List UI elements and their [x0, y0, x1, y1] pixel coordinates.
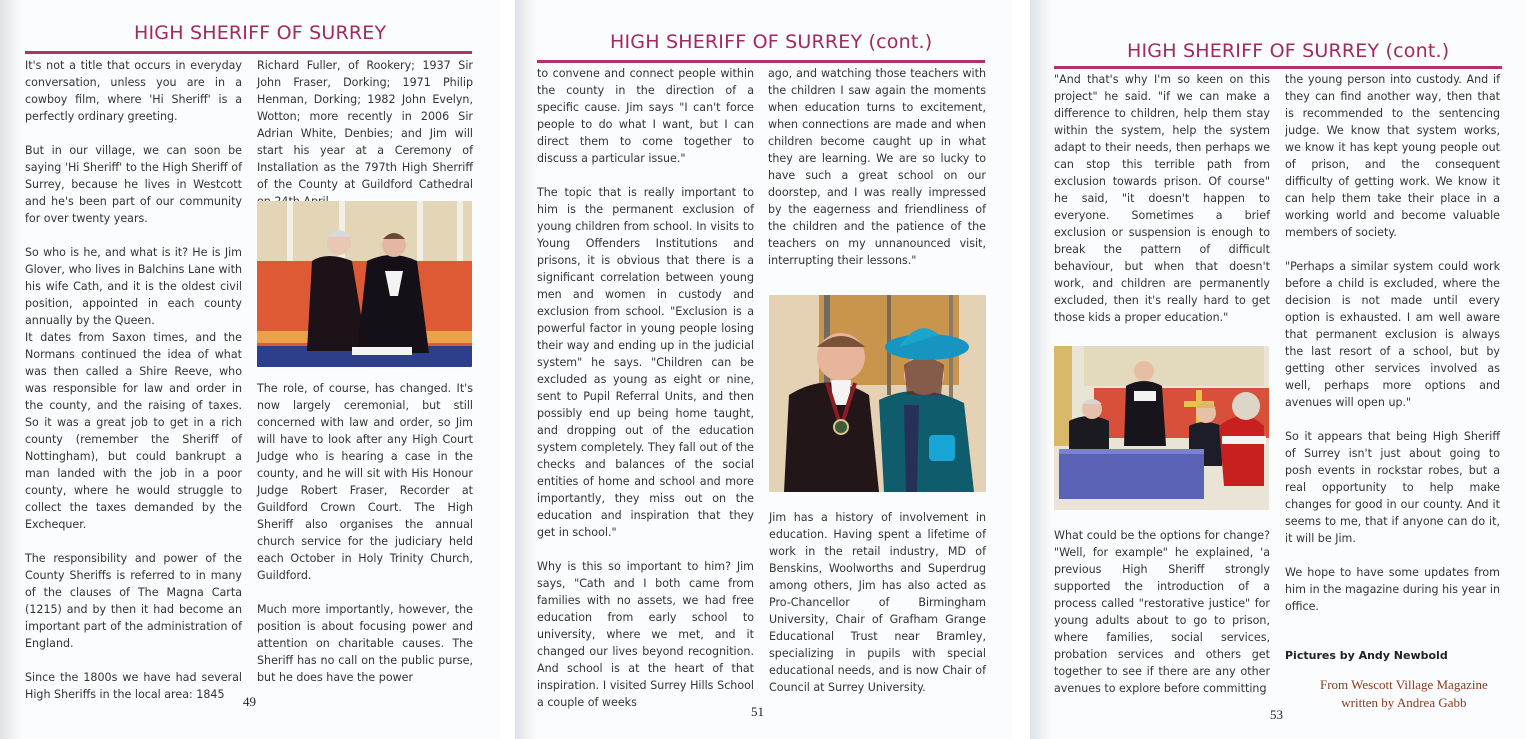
- article-column-1: [537, 65, 754, 728]
- page-53: [1030, 0, 1526, 739]
- paragraph: It's not a title that occurs in everyday conversation, unless you are in a cowboy film, where 'Hi Sheriff' is a perfectly ordinary greeting.: [25, 59, 242, 123]
- page-51: [515, 0, 1012, 739]
- paragraph: It dates from Saxon times, and the Normans continued the idea of what was then called a Shire Reeve, who was responsible for law and order in the county, and the raising of taxes. So it was a great job to get in a rich county (remember the Sheriff of Nottingham), but could bankrupt a man landed with the job in a poor county, where he would struggle to collect the taxes demanded by the Exchequer.: [25, 331, 242, 531]
- paragraph: The topic that is really important to him is the permanent exclusion of young children from school. In visits to Young Offenders Institutions and prisons, it is obvious that there is a significant correlation between young men and women in custody and exclusion from school. "Exclusion is a powerful factor in young people losing their way and ending up in the judicial system" he says. "Children can be excluded as young as eight or nine, sent to Pupil Referral Units, and then possibly end up being home taught, and dropping out of the education system completely. They fall out of the checks and balances of the social entities of home and school and more importantly, they miss out on the education and inspiration that they get in school.": [537, 186, 754, 539]
- page-number: 51: [751, 704, 764, 719]
- photo-image: [257, 201, 472, 367]
- paragraph: So who is he, and what is it? He is Jim Glover, who lives in Balchins Lane with his wife Cath, and it is the oldest civil position, appointed in each county annually by the Queen.: [25, 246, 242, 327]
- paragraph: the young person into custody. And if they can find another way, then that is recommended to the sentencing judge. We know that system works, we know it has kept young people out of prison, and the consequent difficulty of getting work. We know it can help them take their place in a working world and become valuable members of society.: [1285, 73, 1500, 239]
- article-column-2-top: [768, 65, 986, 286]
- paragraph: Jim has a history of involvement in education. Having spent a lifetime of work in the retail industry, MD of Benskins, Woolworths and Superdrug among others, Jim has also acted as Pro-Chancellor of Birmingham University, Chair of Grafham Grange Educational Trust near Bramley, specializing in pupils with special educational needs, and is now Chair of Council at Surrey University.: [769, 511, 986, 694]
- paragraph: Much more importantly, however, the position is about focusing power and attention on charitable causes. The Sheriff has no call on the public purse, but he does have the power: [257, 603, 473, 684]
- paragraph: What could be the options for change? "Well, for example" he explained, 'a previous High Sheriff strongly supported the introduction of a process called "restorative justice" for young adults about to go to prison, where families, social services, probation services and others get together to see if there are any other avenues to explore before committing: [1054, 529, 1270, 695]
- paragraph: "And that's why I'm so keen on this project" he said. "if we can make a difference to children, help them stay within the system, help the system adapt to their needs, then perhaps we can stop this terrible path from exclusion towards prison. Of course" he said, "it doesn't happen to everyone. Sometimes a brief exclusion or suspension is enough to break the pattern of difficult behaviour, but when that doesn't work, and children are permanently excluded, then it's really hard to get those kids a proper education.": [1054, 73, 1270, 324]
- photo-credit: Pictures by Andy Newbold: [1285, 649, 1448, 662]
- paragraph: ago, and watching those teachers with the children I saw again the moments when education turns to excitement, when connections are made and when children become caught up in what they are learning. We are so lucky to have such a great school on our doorstep, and I was really impressed by the eagerness and friendliness of the children and the patience of the teachers on my unnanounced visit, interrupting their lessons.": [768, 67, 986, 267]
- article-column-2: [1285, 71, 1500, 632]
- article-column-1: [25, 57, 242, 720]
- article-column-1-bottom: [1054, 527, 1270, 714]
- page-number: 53: [1270, 707, 1283, 722]
- article-column-1-top: [1054, 71, 1270, 343]
- page-title: HIGH SHERIFF OF SURREY (cont.): [610, 31, 933, 53]
- source-author: written by Andrea Gabb: [1341, 695, 1467, 710]
- photo-judiciary-service: [1054, 346, 1269, 510]
- photo-image: [769, 295, 986, 492]
- paragraph: The role, of course, has changed. It's now largely ceremonial, but still concerned with law and order, so Jim will have to look after any High Court Judge who is hearing a case in the county, and he will sit with His Honour Judge Robert Fraser, Recorder at Guildford Crown Court. The High Sheriff also organises the annual church service for the judiciary held each October in Holy Trinity Church, Guildford.: [257, 382, 473, 582]
- page-49: [0, 0, 500, 739]
- paragraph: to convene and connect people within the county in the direction of a specific cause. Jim says "I can't force people to do what I want, but I can direct them to come together to discuss a particular issue.": [537, 67, 754, 165]
- paragraph: We hope to have some updates from him in the magazine during his year in office.: [1285, 566, 1500, 613]
- title-rule: [25, 51, 472, 54]
- page-title: HIGH SHERIFF OF SURREY: [134, 22, 387, 44]
- paragraph: The responsibility and power of the County Sheriffs is referred to in many of the clauses of The Magna Carta (1215) and by then it had become an important part of the administration of England.: [25, 552, 242, 650]
- paragraph: Since the 1800s we have had several High Sheriffs in the local area: 1845: [25, 671, 242, 701]
- paragraph: Richard Fuller, of Rookery; 1937 Sir John Fraser, Dorking; 1971 Philip Henman, Dorking; 1982 John Evelyn, Wotton; more recently in 2006 Sir Adrian White, Denbies; and Jim will start his year at a Ceremony of Installation as the 797th High Sherriff of the County at Guildford Cathedral: [257, 59, 473, 191]
- article-column-2-bottom: [769, 509, 986, 713]
- source-magazine: From Wescott Village Magazine: [1320, 677, 1488, 692]
- photo-image: [1054, 346, 1269, 510]
- paragraph: So it appears that being High Sheriff of Surrey isn't just about going to posh events in rockstar robes, but a real opportunity to help make changes for good in our county. And it seems to me, that if anyone can do it, it will be Jim.: [1285, 430, 1500, 545]
- paragraph: But in our village, we can soon be saying 'Hi Sheriff' to the High Sheriff of Surrey, because he lives in Westcott and he's been part of our community for over twenty years.: [25, 144, 242, 225]
- paragraph: Why is this so important to him? Jim says, "Cath and I both came from families with no assets, we had free education from early school to university, where we met, and it changed our lives beyond recognition. And school is at the heart of that inspiration. I visited Surrey Hills School a couple of weeks: [537, 560, 754, 709]
- title-rule: [1054, 66, 1502, 69]
- paragraph: "Perhaps a similar system could work before a child is excluded, where the decision is not made until every option is exhausted. I am well aware that permanent exclusion is always the last resort of a school, but by getting other services involved as well, perhaps more options and avenues will open up.": [1285, 260, 1500, 409]
- page-title: HIGH SHERIFF OF SURREY (cont.): [1127, 40, 1450, 62]
- photo-installation-ceremony: [257, 201, 472, 367]
- article-column-2-bottom: [257, 380, 473, 703]
- title-rule: [537, 60, 985, 63]
- page-number: 49: [243, 694, 256, 709]
- photo-jim-and-cath-glover: [769, 295, 986, 492]
- source-attribution: [1320, 676, 1488, 712]
